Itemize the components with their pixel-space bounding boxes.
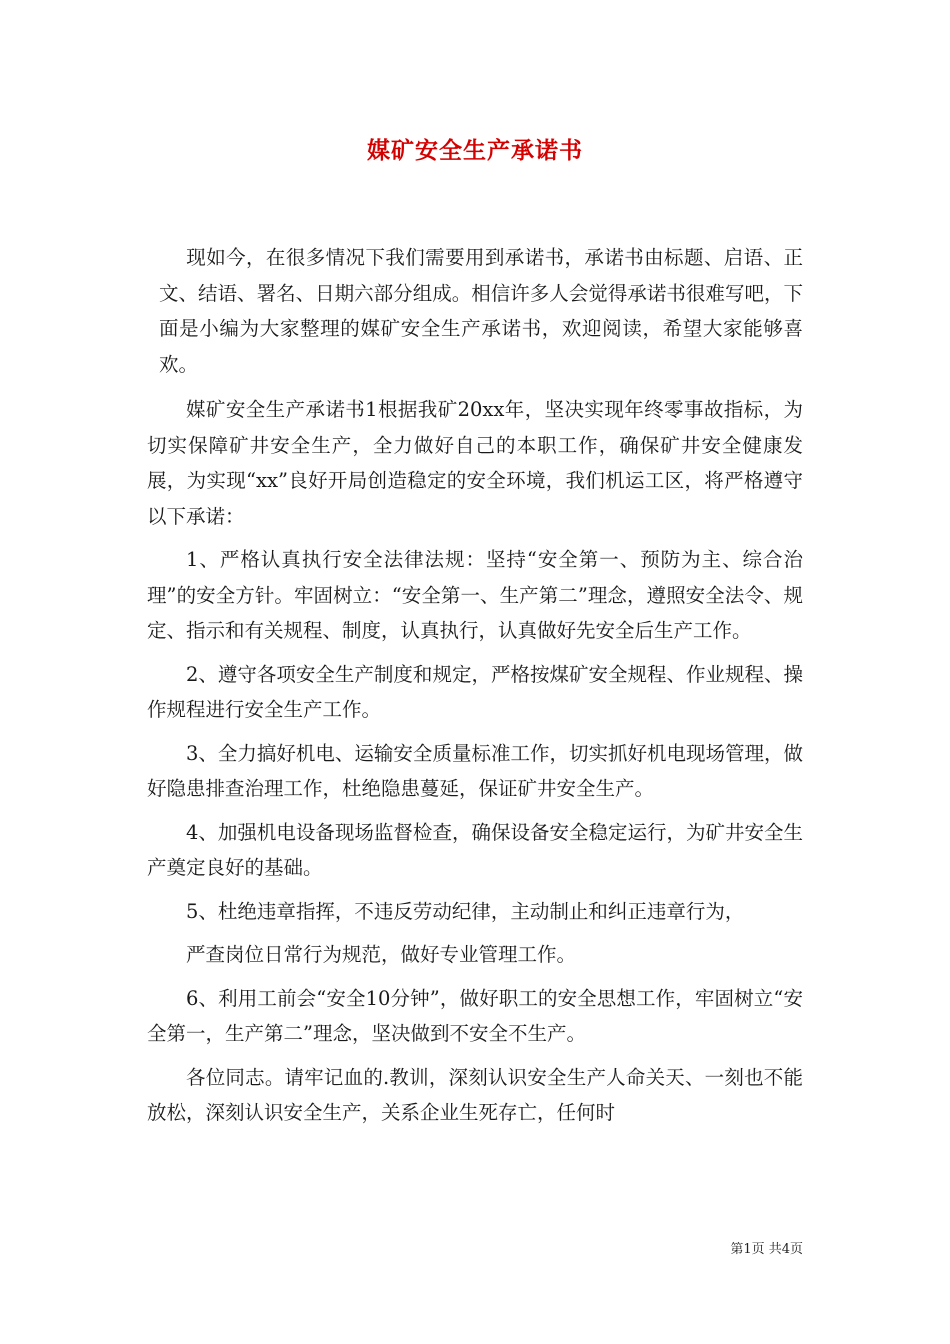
paragraph-item-3: 3、全力搞好机电、运输安全质量标准工作，切实抓好机电现场管理，做好隐患排查治理工作，杜绝隐患蔓延，保证矿井安全生产。	[147, 741, 803, 800]
paragraph-item-6: 6、利用工前会“安全10分钟”，做好职工的安全思想工作，牢固树立“安全第一，生产第二”理念，坚决做到不安全不生产。	[147, 986, 803, 1045]
paragraph-item-5: 5、杜绝违章指挥，不违反劳动纪律，主动制止和纠正违章行为，	[186, 899, 745, 923]
paragraph-closing: 各位同志。请牢记血的.教训，深刻认识安全生产人命关天、一刻也不能放松，深刻认识安全生产，关系企业生死存亡，任何时	[147, 1065, 803, 1124]
paragraph-item-5-continued: 严查岗位日常行为规范，做好专业管理工作。	[186, 943, 577, 966]
paragraph-item-4: 4、加强机电设备现场监督检查，确保设备安全稳定运行，为矿井安全生产奠定良好的基础。	[147, 820, 803, 879]
document-title: 媒矿安全生产承诺书	[367, 137, 583, 164]
page-number-footer: 第1页 共4页	[730, 1242, 803, 1257]
paragraph-item-1: 1、严格认真执行安全法律法规：坚持“安全第一、预防为主、综合治理”的安全方针。牢固树立：“安全第一、生产第二”理念，遵照安全法令、规定、指示和有关规程、制度，认真执行，认真做好先安全后生产工作。	[147, 548, 803, 642]
paragraph-intro: 现如今，在很多情况下我们需要用到承诺书，承诺书由标题、启语、正文、结语、署名、日期六部分组成。相信许多人会觉得承诺书很难写吧，下面是小编为大家整理的媒矿安全生产承诺书，欢迎阅读，希望大家能够喜欢。	[159, 246, 803, 376]
document-body	[147, 240, 803, 1131]
paragraph-commitment-intro: 媒矿安全生产承诺书1根据我矿20xx年，坚决实现年终零事故指标，为切实保障矿井安全生产，全力做好自己的本职工作，确保矿井安全健康发展，为实现“xx”良好开局创造稳定的安全环境，我们机运工区，将严格遵守以下承诺：	[147, 398, 803, 528]
paragraph-item-2: 2、遵守各项安全生产制度和规定，严格按煤矿安全规程、作业规程、操作规程进行安全生产工作。	[147, 662, 803, 721]
